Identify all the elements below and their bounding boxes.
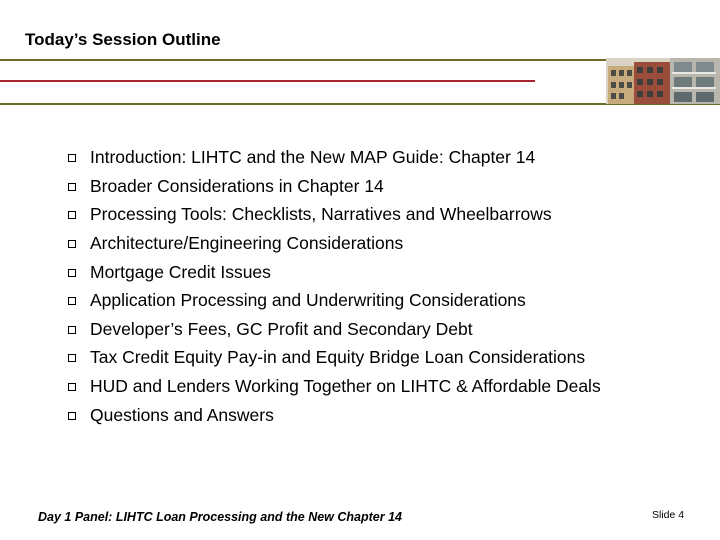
list-item-text: Developer’s Fees, GC Profit and Secondary Debt <box>90 318 473 339</box>
list-item <box>68 286 601 315</box>
hollow-square-icon <box>68 269 76 277</box>
list-item <box>68 343 601 372</box>
slide-number: Slide 4 <box>652 509 685 521</box>
hollow-square-icon <box>68 412 76 420</box>
list-item-text: Broader Considerations in Chapter 14 <box>90 175 384 196</box>
list-item <box>68 143 601 172</box>
list-item <box>68 257 601 286</box>
list-item-text: HUD and Lenders Working Together on LIHTC & Affordable Deals <box>90 376 601 397</box>
header-accent-rule <box>0 80 535 82</box>
list-item-text: Application Processing and Underwriting Considerations <box>90 290 526 311</box>
list-item-text: Questions and Answers <box>90 404 274 425</box>
hollow-square-icon <box>68 240 76 248</box>
list-item-text: Architecture/Engineering Considerations <box>90 233 404 254</box>
slide-title: Today’s Session Outline <box>25 30 221 49</box>
hollow-square-icon <box>68 326 76 334</box>
list-item <box>68 200 601 229</box>
list-item <box>68 229 601 258</box>
list-item <box>68 315 601 344</box>
list-item-text: Tax Credit Equity Pay-in and Equity Bridge Loan Considerations <box>90 347 586 368</box>
list-item-text: Introduction: LIHTC and the New MAP Guide: Chapter 14 <box>90 147 536 168</box>
apartment-building-photo <box>606 58 720 104</box>
hollow-square-icon <box>68 297 76 305</box>
hollow-square-icon <box>68 383 76 391</box>
list-item-text: Processing Tools: Checklists, Narratives and Wheelbarrows <box>90 204 552 225</box>
list-item-text: Mortgage Credit Issues <box>90 261 271 282</box>
session-outline-list <box>68 143 601 429</box>
list-item <box>68 172 601 201</box>
hollow-square-icon <box>68 183 76 191</box>
hollow-square-icon <box>68 211 76 219</box>
list-item <box>68 400 601 429</box>
hollow-square-icon <box>68 354 76 362</box>
hollow-square-icon <box>68 154 76 162</box>
list-item <box>68 372 601 401</box>
slide-footer: Day 1 Panel: LIHTC Loan Processing and the New Chapter 14 <box>38 510 402 524</box>
